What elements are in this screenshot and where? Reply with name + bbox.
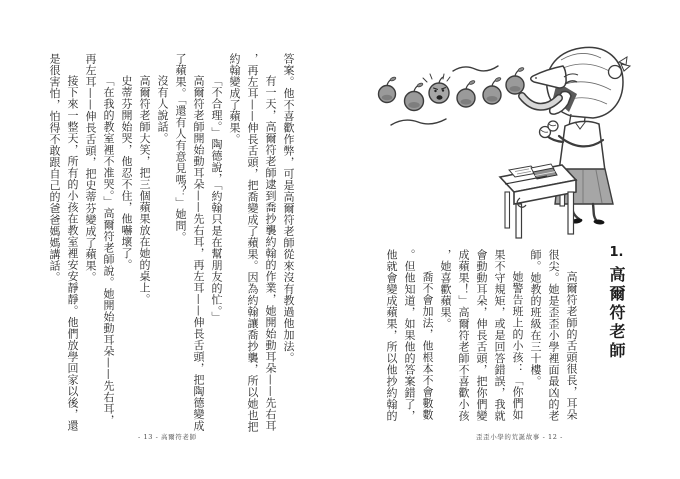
paragraph: 喬不會加法，他根本不會數數。但他知道，如果他的答案錯了，他就會變成蘋果，所以他抄約翰的 — [385, 249, 434, 422]
right-page-text — [382, 249, 580, 422]
chapter-title: 高爾符老師 — [607, 266, 626, 361]
paragraph: 高爾符老師大笑，把三個蘋果放在她的桌上。 — [138, 75, 151, 305]
paragraph: 「在我的教室裡不准哭。」高爾符老師說。她開始動耳朵——先右耳，再左耳——伸長舌頭，把史蒂芬變成了蘋果。 — [84, 53, 115, 426]
right-page-footer: 歪歪小學的荒誕故事 - 12 - — [476, 433, 563, 441]
apple-icon — [379, 76, 397, 102]
apple-icon — [457, 80, 475, 107]
paragraph: 接下來一整天，所有的小孩在教室裡安安靜靜。他們放學回家以後，還是很害怕，怕得不敢跟自己的爸爸媽媽講話。 — [48, 53, 79, 432]
held-apple-icon — [506, 67, 524, 94]
paragraph: 「不合理。」陶德說，「約翰只是在幫朋友的忙。」 — [210, 75, 223, 323]
paragraph: 有一天，高爾符老師逮到喬抄襲約翰的作業，她開始動耳朵——先右耳，再左耳——伸長舌頭，把喬變成了蘋果。因為約翰讓喬抄襲，所以她也把約翰變成了蘋果。 — [228, 53, 277, 433]
apple-icon — [483, 77, 501, 104]
nose — [531, 66, 566, 88]
paragraph: 高爾符老師的舌頭很長，耳朵很尖。她是歪歪小學裡面最凶的老師。她教的班級在三十樓。 — [529, 249, 578, 422]
illustration-teacher-long-tongue-apples — [363, 8, 673, 243]
chapter-heading — [605, 246, 628, 361]
right-page — [345, 0, 680, 479]
paragraph: 沒有人說話。 — [156, 75, 169, 144]
motion-line — [453, 66, 498, 71]
angry-apple-icon — [423, 74, 450, 103]
paragraph: 答案。他不喜歡作弊，可是高爾符老師從來沒有教過他加法。 — [282, 53, 295, 364]
paragraph: 高爾符老師開始動耳朵——先右耳，再左耳——伸長舌頭，把陶德變成了蘋果。「還有人有意見嗎？」她問。 — [174, 53, 205, 432]
paragraph: 她警告班上的小孩：「你們如果不守規矩，或是回答錯誤，我就會動動耳朵，伸長舌頭，把你們變成蘋果！」高爾符老師不喜歡小孩，她喜歡蘋果。 — [439, 249, 524, 422]
paragraph: 史蒂芬開始哭，他忍不住，他嚇壞了。 — [120, 75, 133, 271]
hair-bun — [609, 66, 622, 79]
left-page-text — [45, 53, 297, 433]
chapter-number: 1. — [609, 246, 624, 259]
left-page-footer: - 13 - 高爾符老師 — [138, 433, 197, 441]
apple-icon — [405, 82, 424, 110]
motion-line — [391, 119, 446, 125]
